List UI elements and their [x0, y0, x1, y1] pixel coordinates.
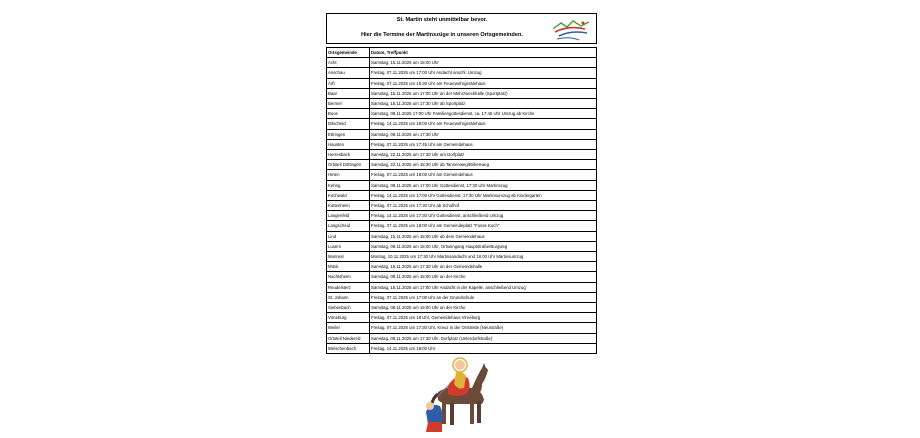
municipality-cell: Siebenbach: [327, 303, 370, 313]
municipality-cell: Hausten: [327, 139, 370, 149]
table-row: [327, 119, 597, 129]
schedule-table: [326, 47, 597, 354]
date-meeting-point-cell: Freitag, 07.11.2025 um 17:30 Uhr, Kreuz in der Ortsmitte (Neustraße): [370, 323, 597, 333]
municipality-cell: Ditscheid: [327, 119, 370, 129]
table-row: [327, 201, 597, 211]
table-row: [327, 262, 597, 272]
table-row: [327, 272, 597, 282]
municipality-cell: Anschau: [327, 68, 370, 78]
table-row: [327, 211, 597, 221]
date-meeting-point-cell: Freitag, 07.11.2025 um 18 Uhr, Gemeindehaus Virneburg: [370, 313, 597, 323]
table-row: [327, 323, 597, 333]
column-header-date-meeting-point: Datum, Treffpunkt: [370, 48, 597, 58]
municipality-cell: Reudelsterz: [327, 282, 370, 292]
header-subtitle: Hier die Termine der Martinszüge in unseren Ortsgemeinden.: [361, 32, 523, 38]
table-row: [327, 190, 597, 200]
date-meeting-point-cell: Freitag, 07.11.2025 um 18:00 Uhr am Gemeindehaus: [370, 170, 597, 180]
date-meeting-point-cell: Freitag, 07.11.2025 um 17:30 Uhr ab Schulhof: [370, 201, 597, 211]
table-row: [327, 303, 597, 313]
date-meeting-point-cell: Freitag, 14.11.2025 um 17:00 Uhr Gottesdienst, 17:30 Uhr Martinsumzug ab Kindergarten: [370, 190, 597, 200]
municipality-cell: Monreal: [327, 252, 370, 262]
municipality-cell: Langenfeld: [327, 211, 370, 221]
table-row: [327, 88, 597, 98]
table-header-row: [327, 48, 597, 58]
table-row: [327, 150, 597, 160]
municipality-cell: Arft: [327, 78, 370, 88]
table-row: [327, 221, 597, 231]
date-meeting-point-cell: Samstag, 08.11.2025 17:00 Uhr Familiengottesdienst, ca. 17:45 Uhr Umzug ab Kirche: [370, 109, 597, 119]
table-row: [327, 109, 597, 119]
header-box: [326, 13, 597, 44]
column-header-municipality: Ortsgemeinde: [327, 48, 370, 58]
date-meeting-point-cell: Freitag, 07.11.2025 um 17:45 Uhr am Gemeindehaus: [370, 139, 597, 149]
table-row: [327, 292, 597, 302]
date-meeting-point-cell: Samstag, 15.11.2025 um 18:00 Uhr ab dem Gemeindehaus: [370, 231, 597, 241]
date-meeting-point-cell: Samstag, 08.11.2025 um 19:00 Uhr an der Kirche: [370, 303, 597, 313]
table-row: [327, 78, 597, 88]
municipality-cell: Acht: [327, 58, 370, 68]
date-meeting-point-cell: Samstag, 22.11.2025 um 18:30 Uhr ab Tannenweg/Birkenweg: [370, 160, 597, 170]
date-meeting-point-cell: Samstag, 08.11.2025 um 17:30 Uhr, Dorfplatz (Unterdorfstraße): [370, 333, 597, 343]
municipality-cell: Kirchwald: [327, 190, 370, 200]
date-meeting-point-cell: Freitag, 07.11.2025 um 18:00 Uhr am Gemeindeplatz "Fusse Koch": [370, 221, 597, 231]
date-meeting-point-cell: Samstag, 08.11.2025 um 18:00 Uhr, Ortseingang Hauptstraße/Burgweg: [370, 241, 597, 251]
table-row: [327, 68, 597, 78]
municipality-cell: Kottenheim: [327, 201, 370, 211]
date-meeting-point-cell: Freitag, 14.11.2025 um 18:00 Uhr am Feuerwehrgerätehaus: [370, 119, 597, 129]
table-row: [327, 99, 597, 109]
date-meeting-point-cell: Samstag, 15.11.2025 um 17:30 Uhr ab Sportplatz: [370, 99, 597, 109]
date-meeting-point-cell: Freitag, 14.11.2025 um 18:00 Uhr: [370, 343, 597, 353]
date-meeting-point-cell: Freitag, 07.11.2025 um 16:30 Uhr am Feuerwehrgerätehaus: [370, 78, 597, 88]
table-row: [327, 139, 597, 149]
municipality-cell: Welschenbach: [327, 343, 370, 353]
municipality-cell: Boos: [327, 109, 370, 119]
date-meeting-point-cell: Samstag, 15.11.2025 um 17:00 Uhr an der Mehrzweckhalle (Sportplatz): [370, 88, 597, 98]
table-row: [327, 231, 597, 241]
municipality-cell: Ortsteil Döttingen: [327, 160, 370, 170]
municipality-cell: Langscheid: [327, 221, 370, 231]
date-meeting-point-cell: Freitag, 07.11.2025 um 17:00 Uhr Andacht anschl. Umzug: [370, 68, 597, 78]
date-meeting-point-cell: Montag, 10.11.2025 um 17:30 Uhr Martinsandacht und 18.00 Uhr Martinsumzug: [370, 252, 597, 262]
date-meeting-point-cell: Samstag, 08.11.2025 um 17:30 Uhr: [370, 129, 597, 139]
municipality-cell: Weiler: [327, 323, 370, 333]
date-meeting-point-cell: Samstag, 15.11.2025 um 18:00 Uhr: [370, 58, 597, 68]
table-row: [327, 180, 597, 190]
table-row: [327, 252, 597, 262]
table-row: [327, 170, 597, 180]
table-row: [327, 241, 597, 251]
municipality-cell: Virneburg: [327, 313, 370, 323]
date-meeting-point-cell: Samstag, 08.11.2025 um 18:00 Uhr an der Kirche: [370, 272, 597, 282]
municipality-cell: St. Johann: [327, 292, 370, 302]
municipality-cell: Ettringen: [327, 129, 370, 139]
municipality-cell: Bermel: [327, 99, 370, 109]
st-martin-horse-illustration: [420, 354, 492, 434]
municipality-cell: Herresbach: [327, 150, 370, 160]
municipality-cell: Luxem: [327, 241, 370, 251]
municipality-cell: Kehrig: [327, 180, 370, 190]
regional-logo-icon: [549, 15, 593, 43]
municipality-cell: Ortsteil Niederelz: [327, 333, 370, 343]
table-row: [327, 313, 597, 323]
table-row: [327, 343, 597, 353]
date-meeting-point-cell: Samstag, 15.11.2025 um 17:00 Uhr Andacht in der Kapelle, anschließend Umzug: [370, 282, 597, 292]
date-meeting-point-cell: Samstag, 08.11.2025 um 17:00 Uhr Gottesdienst, 17:30 Uhr Martinszug: [370, 180, 597, 190]
date-meeting-point-cell: Samstag, 22.11.2025 um 17:30 Uhr am Dorfplatz: [370, 150, 597, 160]
municipality-cell: Baar: [327, 88, 370, 98]
municipality-cell: Hirten: [327, 170, 370, 180]
date-meeting-point-cell: Freitag, 14.11.2025 um 17:30 Uhr Gottesdienst, anschließend Umzug: [370, 211, 597, 221]
municipality-cell: Nachtsheim: [327, 272, 370, 282]
table-row: [327, 129, 597, 139]
header-title: St. Martin steht unmittelbar bevor.: [396, 17, 488, 23]
date-meeting-point-cell: Samstag, 15.11.2025 um 17:30 Uhr an der Gemeindehalle: [370, 262, 597, 272]
table-row: [327, 333, 597, 343]
table-row: [327, 160, 597, 170]
table-row: [327, 282, 597, 292]
table-row: [327, 58, 597, 68]
municipality-cell: Lind: [327, 231, 370, 241]
municipality-cell: Münk: [327, 262, 370, 272]
date-meeting-point-cell: Freitag, 07.11.2025 um 17:00 Uhr an der Grundschule: [370, 292, 597, 302]
